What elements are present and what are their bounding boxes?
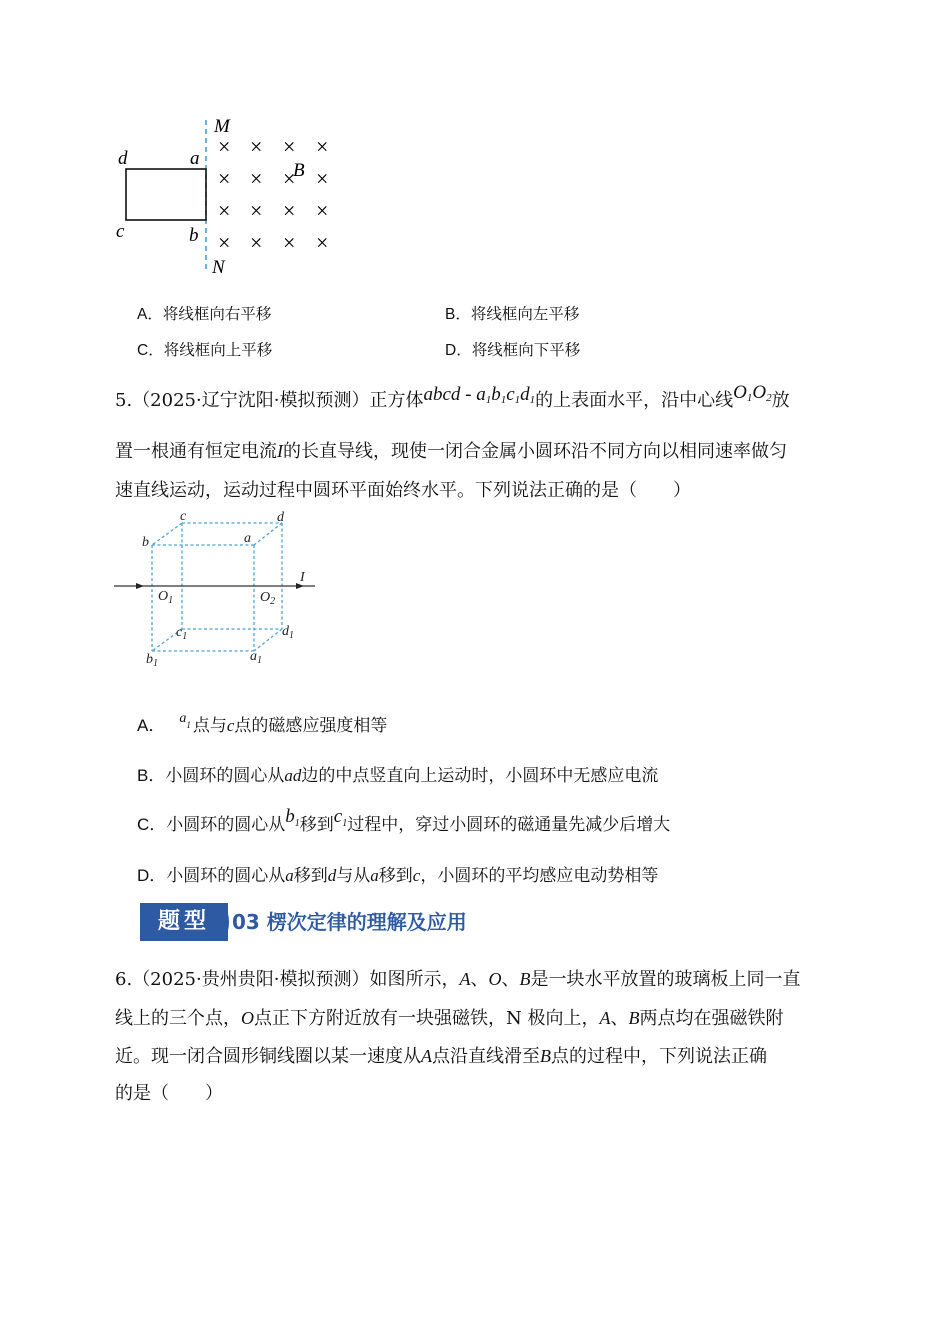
option-c-text: 将线框向上平移: [163, 341, 273, 359]
field-cross-1-1: ×: [250, 166, 263, 191]
field-cross-2-3: ×: [316, 198, 329, 223]
cube-label-o1: $O_1$: [158, 589, 174, 606]
cube-name: abcd - $a_1b_1c_1d_1$: [423, 384, 536, 406]
label-a: a: [190, 148, 200, 169]
q5-text: 正方体: [369, 390, 424, 411]
cube-label-c1: $c_1$: [176, 625, 188, 642]
q6-line-2: 线上的三个点，O点正下方附近放有一块强磁铁，N 极向上，A、B两点均在强磁铁附: [115, 1008, 784, 1029]
q6-line-1: 6.（2025·贵州贵阳·模拟预测）如图所示，A、O、B是一块水平放置的玻璃板上同一直: [115, 969, 801, 990]
q5-option-c[interactable]: C．小圆环的圆心从$b^1$移到$c^1$过程中，穿过小圆环的磁通量先减少后增大: [137, 806, 671, 835]
option-c[interactable]: [137, 340, 272, 361]
q5-line-2: 置一根通有恒定电流I的长直导线，现使一闭合金属小圆环沿不同方向以相同速率做匀: [115, 441, 787, 462]
option-c-letter: C．: [137, 342, 164, 359]
section-banner: [140, 903, 488, 941]
q5-text: 放: [771, 390, 790, 411]
field-cross-3-3: ×: [316, 230, 329, 255]
field-cross-1-3: ×: [316, 166, 329, 191]
q5-line-3: 速直线运动，运动过程中圆环平面始终水平。下列说法正确的是（ ）: [115, 480, 691, 501]
option-d-text: 将线框向下平移: [471, 341, 581, 359]
cube-edges: [152, 523, 282, 651]
field-cross-3-1: ×: [250, 230, 263, 255]
cube-label-a1: $a_1$: [250, 649, 262, 666]
option-a[interactable]: [137, 304, 271, 325]
label-N: N: [212, 257, 225, 278]
option-b[interactable]: [445, 304, 579, 325]
label-M: M: [214, 116, 230, 137]
option-b-letter: B．: [445, 306, 471, 323]
field-cross-0-0: ×: [218, 134, 231, 159]
current-arrow-left: [136, 583, 144, 589]
field-cross-0-2: ×: [283, 134, 296, 159]
option-a-letter: A．: [137, 306, 163, 323]
field-cross-1-2: ×: [283, 166, 296, 191]
field-cross-2-0: ×: [218, 198, 231, 223]
q6-line-4: 的是（ ）: [115, 1083, 223, 1104]
field-cross-0-3: ×: [316, 134, 329, 159]
cube-label-b1: $b_1$: [146, 652, 158, 669]
field-cross-0-1: ×: [250, 134, 263, 159]
cube-label-d1: $d_1$: [282, 624, 294, 641]
banner-tag: 题型: [140, 903, 228, 941]
option-d[interactable]: [445, 340, 580, 361]
q5-option-d[interactable]: D．小圆环的圆心从a移到d与从a移到c，小圆环的平均感应电动势相等: [137, 866, 659, 886]
center-line-o1o2: $O_1O_2$: [733, 382, 772, 404]
option-d-letter: D．: [445, 342, 472, 359]
option-b-text: 将线框向左平移: [470, 305, 580, 323]
wire-frame-abcd: [126, 169, 206, 220]
field-cross-3-0: ×: [218, 230, 231, 255]
cube-label-d: d: [277, 510, 284, 525]
q5-line-1: [115, 382, 790, 417]
label-b: b: [189, 225, 199, 246]
q5-source: （2025·辽宁沈阳·模拟预测）: [132, 390, 370, 411]
label-c: c: [116, 221, 125, 242]
field-cross-1-0: ×: [218, 166, 231, 191]
field-cross-3-2: ×: [283, 230, 296, 255]
cube-label-c: c: [180, 509, 187, 524]
cube-label-i: I: [300, 570, 305, 585]
label-d: d: [118, 148, 128, 169]
q5-number: 5.: [115, 390, 133, 411]
q5-option-a[interactable]: A． $^a_1$ 点与c点的磁感应强度相等: [137, 711, 388, 736]
cube-figure: [110, 505, 330, 670]
magnetic-field-crosses: [218, 134, 328, 255]
field-cross-2-1: ×: [250, 198, 263, 223]
q5-option-b[interactable]: B．小圆环的圆心从ad边的中点竖直向上运动时，小圆环中无感应电流: [137, 766, 659, 786]
magnetic-field-figure: [110, 112, 340, 282]
field-cross-2-2: ×: [283, 198, 296, 223]
cube-label-a: a: [244, 531, 251, 546]
q5-text: 的上表面水平，沿中心线: [535, 390, 734, 411]
q6-line-3: 近。现一闭合圆形铜线圈以某一速度从A点沿直线滑至B点的过程中，下列说法正确: [115, 1046, 767, 1067]
cube-label-b: b: [142, 535, 149, 550]
cube-label-o2: $O_2$: [260, 590, 276, 607]
option-a-text: 将线框向右平移: [162, 305, 272, 323]
label-B: B: [293, 160, 305, 181]
banner-title: 03 楞次定律的理解及应用: [232, 910, 467, 934]
